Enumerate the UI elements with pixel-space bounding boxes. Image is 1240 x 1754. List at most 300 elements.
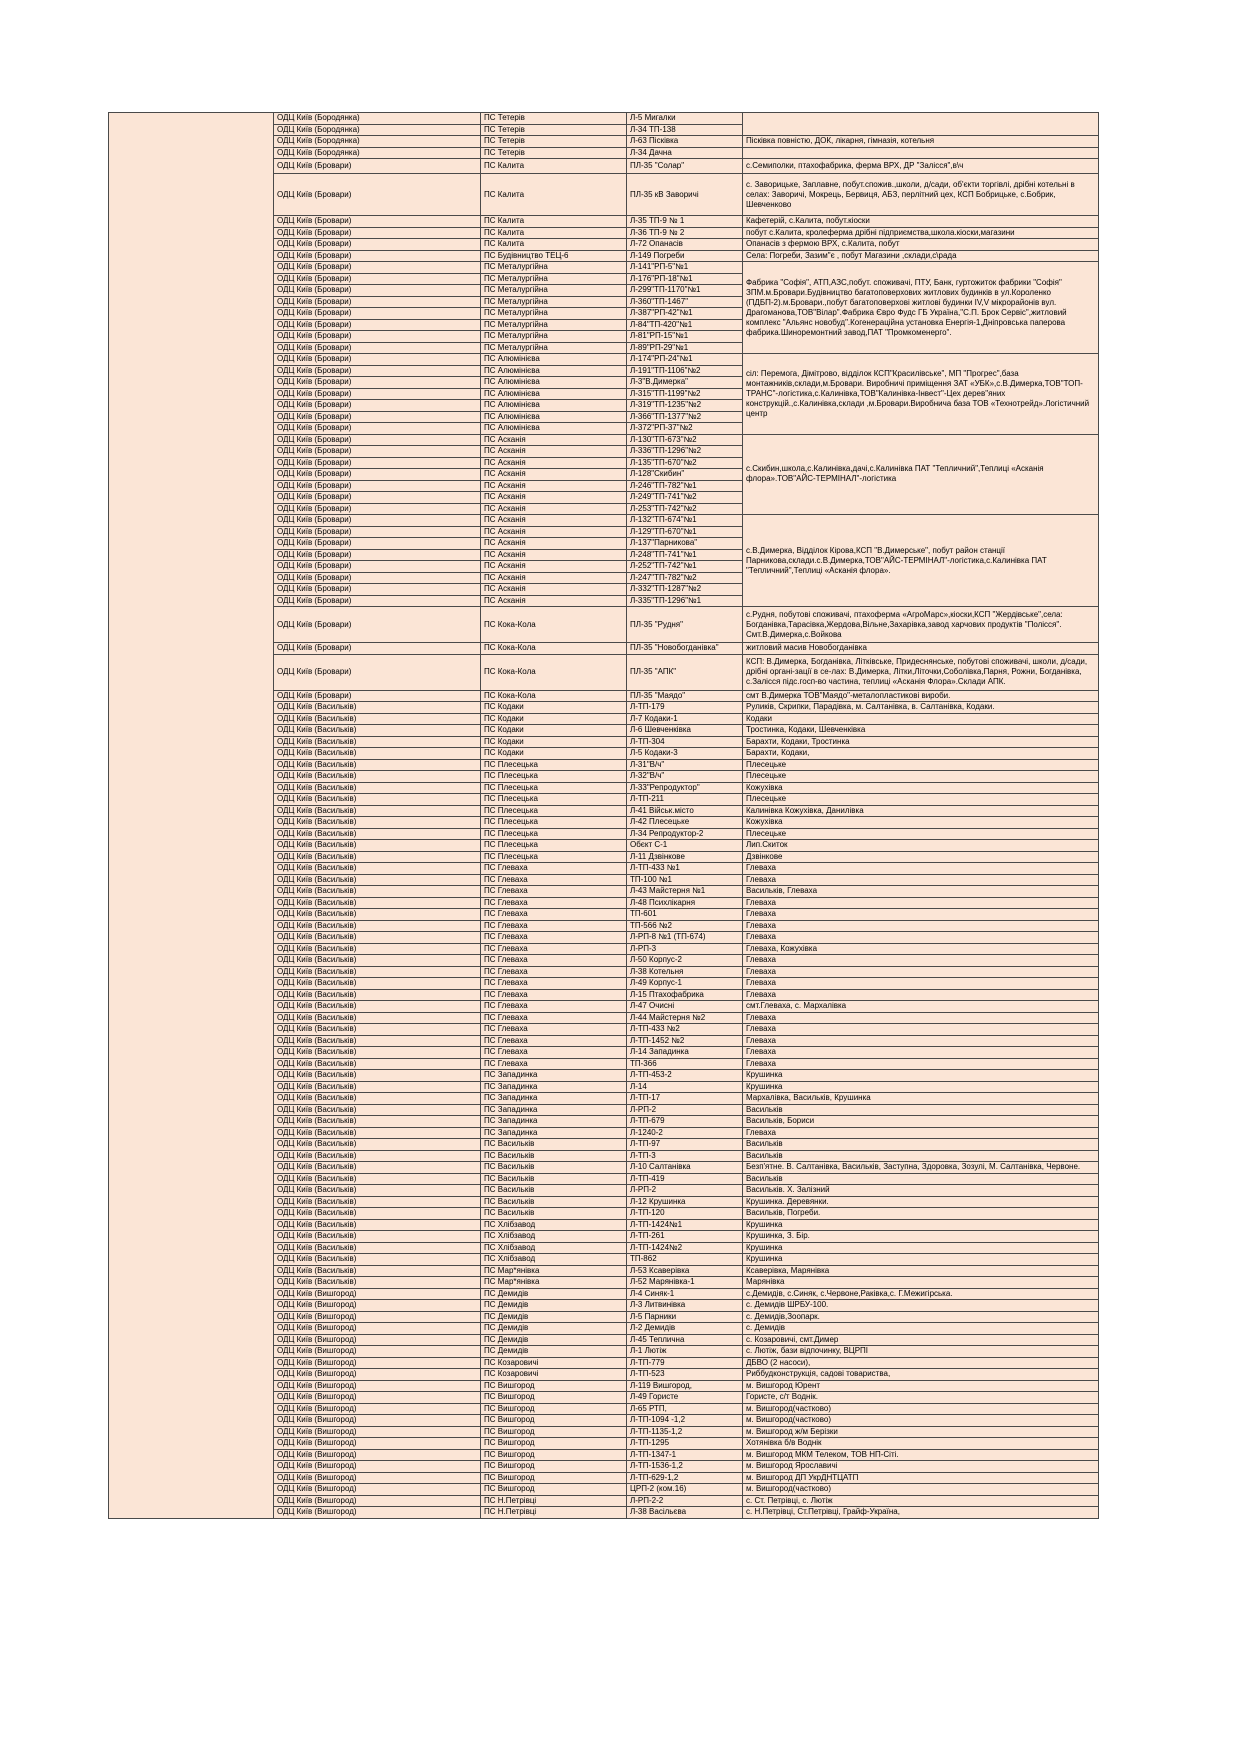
description-cell: житловий масив Новобогданівка <box>743 643 1099 655</box>
description-cell: Села: Погреби, Зазим"є , побут Магазини ,склади,с\рада <box>743 250 1099 262</box>
substation-cell: ПС Калита <box>481 239 627 251</box>
line-cell: Л-149 Погреби <box>627 250 743 262</box>
description-cell: Крушинка <box>743 1070 1099 1082</box>
substation-cell: ПС Плесецька <box>481 851 627 863</box>
odc-cell: ОДЦ Київ (Вишгород) <box>274 1311 481 1323</box>
substation-cell: ПС Васильків <box>481 1139 627 1151</box>
substation-cell: ПС Вишгород <box>481 1392 627 1404</box>
description-cell: м. Вишгород МКМ Телеком, ТОВ НП-Сіті. <box>743 1449 1099 1461</box>
odc-cell: ОДЦ Київ (Васильків) <box>274 989 481 1001</box>
line-cell: Л-34 Дачна <box>627 147 743 159</box>
odc-cell: ОДЦ Київ (Бровари) <box>274 216 481 228</box>
odc-cell: ОДЦ Київ (Бровари) <box>274 354 481 366</box>
substation-cell: ПС Калита <box>481 216 627 228</box>
description-cell: Плесецьке <box>743 771 1099 783</box>
line-cell: Л-10 Салтанівка <box>627 1162 743 1174</box>
line-cell: Л-РП-8 №1 (ТП-674) <box>627 932 743 944</box>
line-cell: Л-65 РТП, <box>627 1403 743 1415</box>
substation-cell: ПС Глеваха <box>481 1035 627 1047</box>
odc-cell: ОДЦ Київ (Бровари) <box>274 607 481 643</box>
odc-cell: ОДЦ Київ (Васильків) <box>274 1104 481 1116</box>
substation-cell: ПС Хлібзавод <box>481 1242 627 1254</box>
line-cell: Л-11 Дзвінкове <box>627 851 743 863</box>
substation-cell: ПС Асканія <box>481 595 627 607</box>
odc-cell: ОДЦ Київ (Вишгород) <box>274 1392 481 1404</box>
odc-cell: ОДЦ Київ (Бровари) <box>274 446 481 458</box>
odc-cell: ОДЦ Київ (Бровари) <box>274 411 481 423</box>
description-cell: Глеваха <box>743 1012 1099 1024</box>
odc-cell: ОДЦ Київ (Вишгород) <box>274 1438 481 1450</box>
odc-cell: ОДЦ Київ (Бровари) <box>274 250 481 262</box>
line-cell: ПЛ-35 "Солар" <box>627 159 743 174</box>
line-cell: ТП-566 №2 <box>627 920 743 932</box>
substation-cell: ПС Н.Петрівці <box>481 1495 627 1507</box>
line-cell: Л-ТП-433 №1 <box>627 863 743 875</box>
line-cell: ПЛ-35 "Рудня" <box>627 607 743 643</box>
description-cell: Васильків, Погреби. <box>743 1208 1099 1220</box>
substation-cell: ПС Васильків <box>481 1173 627 1185</box>
substation-cell: ПС Глеваха <box>481 1024 627 1036</box>
line-cell: Л-246"ТП-782"№1 <box>627 480 743 492</box>
odc-cell: ОДЦ Київ (Васильків) <box>274 1277 481 1289</box>
description-cell: Риббудконструкція, садові товариства, <box>743 1369 1099 1381</box>
line-cell: Л-72 Опанасів <box>627 239 743 251</box>
odc-cell: ОДЦ Київ (Бровари) <box>274 549 481 561</box>
odc-cell: ОДЦ Київ (Вишгород) <box>274 1449 481 1461</box>
line-cell: ТП-366 <box>627 1058 743 1070</box>
description-cell: с. Демидів <box>743 1323 1099 1335</box>
line-cell: Л-45 Теплична <box>627 1334 743 1346</box>
description-cell: смт.Глеваха, с. Мархалівка <box>743 1001 1099 1013</box>
substation-cell: ПС Плесецька <box>481 794 627 806</box>
odc-cell: ОДЦ Київ (Бровари) <box>274 503 481 515</box>
odc-cell: ОДЦ Київ (Бровари) <box>274 174 481 216</box>
substation-cell: ПС Демидів <box>481 1346 627 1358</box>
line-cell: Л-ТП-120 <box>627 1208 743 1220</box>
line-cell: Л-12 Крушинка <box>627 1196 743 1208</box>
odc-cell: ОДЦ Київ (Бровари) <box>274 457 481 469</box>
line-cell: Л-ТП-3 <box>627 1150 743 1162</box>
line-cell: Л-ТП-779 <box>627 1357 743 1369</box>
description-cell: Глеваха <box>743 1127 1099 1139</box>
substation-cell: ПС Глеваха <box>481 932 627 944</box>
odc-cell: ОДЦ Київ (Васильків) <box>274 1185 481 1197</box>
substation-cell: ПС Асканія <box>481 526 627 538</box>
description-cell: Крушинка. Деревянки. <box>743 1196 1099 1208</box>
odc-cell: ОДЦ Київ (Бровари) <box>274 480 481 492</box>
description-cell: Марянівка <box>743 1277 1099 1289</box>
odc-cell: ОДЦ Київ (Бровари) <box>274 423 481 435</box>
line-cell: Л-38 Васільєва <box>627 1507 743 1519</box>
substation-cell: ПС Демидів <box>481 1288 627 1300</box>
description-cell: м. Вишгород(частково) <box>743 1403 1099 1415</box>
line-cell: Л-135"ТП-670"№2 <box>627 457 743 469</box>
line-cell: Л-174"РП-24"№1 <box>627 354 743 366</box>
left-spacer-cell <box>109 113 274 1519</box>
description-cell: Барахти, Кодаки, <box>743 748 1099 760</box>
substation-cell: ПС Будівництво ТЕЦ-6 <box>481 250 627 262</box>
substation-cell: ПС Алюмінієва <box>481 411 627 423</box>
substation-cell: ПС Глеваха <box>481 978 627 990</box>
substation-cell: ПС Козаровичі <box>481 1369 627 1381</box>
description-cell: с. Н.Петрівці, Ст.Петрівці, Грайф-Україна, <box>743 1507 1099 1519</box>
substation-cell: ПС Металургійна <box>481 262 627 274</box>
substation-cell: ПС Вишгород <box>481 1403 627 1415</box>
substation-cell: ПС Тетерів <box>481 136 627 148</box>
odc-cell: ОДЦ Київ (Бровари) <box>274 643 481 655</box>
line-cell: Л-81"РП-15"№1 <box>627 331 743 343</box>
line-cell: Л-360"ТП-1467" <box>627 296 743 308</box>
substation-cell: ПС Металургійна <box>481 331 627 343</box>
line-cell: Л-132"ТП-674"№1 <box>627 515 743 527</box>
substation-cell: ПС Глеваха <box>481 1012 627 1024</box>
substation-cell: ПС Алюмінієва <box>481 354 627 366</box>
description-cell: Глеваха <box>743 955 1099 967</box>
substation-cell: ПС Кодаки <box>481 736 627 748</box>
substation-cell: ПС Вишгород <box>481 1449 627 1461</box>
line-cell: Л-84"ТП-420"№1 <box>627 319 743 331</box>
line-cell: Л-ТП-1452 №2 <box>627 1035 743 1047</box>
distribution-network-table <box>108 112 1099 1519</box>
line-cell: Л-319"ТП-1235"№2 <box>627 400 743 412</box>
substation-cell: ПС Кодаки <box>481 748 627 760</box>
substation-cell: ПС Асканія <box>481 469 627 481</box>
line-cell: Л-36 ТП-9 № 2 <box>627 227 743 239</box>
substation-cell: ПС Металургійна <box>481 342 627 354</box>
line-cell: Л-5 Парники <box>627 1311 743 1323</box>
odc-cell: ОДЦ Київ (Васильків) <box>274 1254 481 1266</box>
line-cell: Л-315"ТП-1199"№2 <box>627 388 743 400</box>
description-cell: с. Ст. Петрівці, с. Лютіж <box>743 1495 1099 1507</box>
substation-cell: ПС Западинка <box>481 1127 627 1139</box>
substation-cell: ПС Демидів <box>481 1323 627 1335</box>
line-cell: Л-249"ТП-741"№2 <box>627 492 743 504</box>
description-cell: Крушинка, З. Бір. <box>743 1231 1099 1243</box>
line-cell: Л-252"ТП-742"№1 <box>627 561 743 573</box>
substation-cell: ПС Асканія <box>481 549 627 561</box>
line-cell: Л-41 Військ.місто <box>627 805 743 817</box>
substation-cell: ПС Западинка <box>481 1116 627 1128</box>
odc-cell: ОДЦ Київ (Бровари) <box>274 388 481 400</box>
description-cell: Дзвінкове <box>743 851 1099 863</box>
substation-cell: ПС Плесецька <box>481 771 627 783</box>
line-cell: Л-14 <box>627 1081 743 1093</box>
description-cell: Пісківка повністю, ДОК, лікарня, гімназія, котельня <box>743 136 1099 148</box>
line-cell: Л-35 ТП-9 № 1 <box>627 216 743 228</box>
description-cell: Ксаверівка, Марянівка <box>743 1265 1099 1277</box>
odc-cell: ОДЦ Київ (Бровари) <box>274 296 481 308</box>
substation-cell: ПС Западинка <box>481 1070 627 1082</box>
description-cell: с. Козаровичі, смт.Димер <box>743 1334 1099 1346</box>
odc-cell: ОДЦ Київ (Васильків) <box>274 1070 481 1082</box>
description-cell: Кожухівка <box>743 782 1099 794</box>
line-cell: Л-ТП-419 <box>627 1173 743 1185</box>
line-cell: Л-ТП-433 №2 <box>627 1024 743 1036</box>
odc-cell: ОДЦ Київ (Васильків) <box>274 1173 481 1185</box>
odc-cell: ОДЦ Київ (Бровари) <box>274 469 481 481</box>
odc-cell: ОДЦ Київ (Васильків) <box>274 1231 481 1243</box>
substation-cell: ПС Мар*янівка <box>481 1265 627 1277</box>
description-cell: Крушинка <box>743 1242 1099 1254</box>
substation-cell: ПС Васильків <box>481 1162 627 1174</box>
description-cell: Глеваха <box>743 966 1099 978</box>
line-cell: ПЛ-35 кВ Заворичі <box>627 174 743 216</box>
odc-cell: ОДЦ Київ (Бровари) <box>274 572 481 584</box>
line-cell: Л-ТП-1094 -1,2 <box>627 1415 743 1427</box>
line-cell: Л-33"Репродуктор" <box>627 782 743 794</box>
substation-cell: ПС Западинка <box>481 1093 627 1105</box>
line-cell: Л-ТП-1424№1 <box>627 1219 743 1231</box>
substation-cell: ПС Алюмінієва <box>481 388 627 400</box>
odc-cell: ОДЦ Київ (Васильків) <box>274 1208 481 1220</box>
line-cell: Л-137"Парникова" <box>627 538 743 550</box>
description-cell: Лип.Скиток <box>743 840 1099 852</box>
substation-cell: ПС Асканія <box>481 480 627 492</box>
odc-cell: ОДЦ Київ (Вишгород) <box>274 1334 481 1346</box>
odc-cell: ОДЦ Київ (Васильків) <box>274 1012 481 1024</box>
odc-cell: ОДЦ Київ (Васильків) <box>274 932 481 944</box>
substation-cell: ПС Вишгород <box>481 1461 627 1473</box>
odc-cell: ОДЦ Київ (Бровари) <box>274 227 481 239</box>
description-cell: Глеваха, Кожухівка <box>743 943 1099 955</box>
line-cell: Л-7 Кодаки-1 <box>627 713 743 725</box>
odc-cell: ОДЦ Київ (Васильків) <box>274 1001 481 1013</box>
description-cell: Кодаки <box>743 713 1099 725</box>
odc-cell: ОДЦ Київ (Васильків) <box>274 909 481 921</box>
line-cell: Л-32"В/ч" <box>627 771 743 783</box>
odc-cell: ОДЦ Київ (Бровари) <box>274 538 481 550</box>
odc-cell: ОДЦ Київ (Бородянка) <box>274 124 481 136</box>
line-cell: Л-6 Шевченківка <box>627 725 743 737</box>
substation-cell: ПС Демидів <box>481 1300 627 1312</box>
substation-cell: ПС Асканія <box>481 434 627 446</box>
line-cell: Л-РП-3 <box>627 943 743 955</box>
description-cell: Руликів, Скрипки, Парадівка, м. Салтанівка, в. Салтанівка, Кодаки. <box>743 702 1099 714</box>
substation-cell: ПС Вишгород <box>481 1415 627 1427</box>
odc-cell: ОДЦ Київ (Васильків) <box>274 1047 481 1059</box>
substation-cell: ПС Западинка <box>481 1081 627 1093</box>
odc-cell: ОДЦ Київ (Бровари) <box>274 561 481 573</box>
description-cell: с.Семиполки, птахофабрика, ферма ВРХ, ДР "Залісся",в\ч <box>743 159 1099 174</box>
odc-cell: ОДЦ Київ (Васильків) <box>274 805 481 817</box>
odc-cell: ОДЦ Київ (Вишгород) <box>274 1461 481 1473</box>
line-cell: Л-129"ТП-670"№1 <box>627 526 743 538</box>
substation-cell: ПС Алюмінієва <box>481 423 627 435</box>
line-cell: Л-15 Птахофабрика <box>627 989 743 1001</box>
substation-cell: ПС Асканія <box>481 492 627 504</box>
line-cell: Л-130"ТП-673"№2 <box>627 434 743 446</box>
substation-cell: ПС Васильків <box>481 1208 627 1220</box>
line-cell: Л-5 Мигалки <box>627 113 743 125</box>
line-cell: Л-49 Корпус-1 <box>627 978 743 990</box>
line-cell: Л-43 Майстерня №1 <box>627 886 743 898</box>
description-cell: Плесецьке <box>743 759 1099 771</box>
description-cell: сіл: Перемога, Дімітрово, відділок КСП"Красилівське", МП "Прогрес",база монтажників,склади,м.Бровари. Виробничі приміщення ЗАТ «УБК»,с.В.Димерка,ТОВ"ТОП-ТРАНС"-логістика,с.Калинівка,ТОВ"Калинівка-Інвест"-Цех дерев"яних конструкцій.,с.Калинівка,склади ,м.Бровари.Виробнича база ТОВ «Технотрейд».Логістичний центр <box>743 354 1099 435</box>
substation-cell: ПС Вишгород <box>481 1380 627 1392</box>
substation-cell: ПС Глеваха <box>481 863 627 875</box>
odc-cell: ОДЦ Київ (Бровари) <box>274 262 481 274</box>
description-cell: Крушинка <box>743 1254 1099 1266</box>
line-cell: Л-ТП-1347-1 <box>627 1449 743 1461</box>
odc-cell: ОДЦ Київ (Бровари) <box>274 273 481 285</box>
substation-cell: ПС Асканія <box>481 515 627 527</box>
table-row <box>109 113 1099 125</box>
odc-cell: ОДЦ Київ (Вишгород) <box>274 1495 481 1507</box>
odc-cell: ОДЦ Київ (Васильків) <box>274 840 481 852</box>
description-cell: Васильків <box>743 1139 1099 1151</box>
substation-cell: ПС Металургійна <box>481 296 627 308</box>
odc-cell: ОДЦ Київ (Васильків) <box>274 1058 481 1070</box>
odc-cell: ОДЦ Київ (Васильків) <box>274 759 481 771</box>
line-cell: Л-31"В/ч" <box>627 759 743 771</box>
odc-cell: ОДЦ Київ (Васильків) <box>274 1081 481 1093</box>
odc-cell: ОДЦ Київ (Васильків) <box>274 771 481 783</box>
line-cell: Л-52 Марянівка-1 <box>627 1277 743 1289</box>
substation-cell: ПС Металургійна <box>481 308 627 320</box>
substation-cell: ПС Хлібзавод <box>481 1231 627 1243</box>
description-cell: Барахти, Кодаки, Тростинка <box>743 736 1099 748</box>
substation-cell: ПС Асканія <box>481 584 627 596</box>
table-body <box>109 113 1099 1519</box>
description-cell: Безп'ятне. В. Салтанівка, Васильків, Заступна, Здоровка, Зозулі, М. Салтанівка, Червоне. <box>743 1162 1099 1174</box>
description-cell: Глеваха <box>743 920 1099 932</box>
substation-cell: ПС Глеваха <box>481 1058 627 1070</box>
description-cell: Глеваха <box>743 1035 1099 1047</box>
odc-cell: ОДЦ Київ (Бровари) <box>274 377 481 389</box>
odc-cell: ОДЦ Київ (Васильків) <box>274 978 481 990</box>
odc-cell: ОДЦ Київ (Бородянка) <box>274 136 481 148</box>
line-cell: ТП-601 <box>627 909 743 921</box>
odc-cell: ОДЦ Київ (Бровари) <box>274 654 481 690</box>
odc-cell: ОДЦ Київ (Бровари) <box>274 365 481 377</box>
description-cell: м. Вишгород Ярославичі <box>743 1461 1099 1473</box>
description-cell: с. Демидів,Зоопарк. <box>743 1311 1099 1323</box>
odc-cell: ОДЦ Київ (Васильків) <box>274 1196 481 1208</box>
odc-cell: ОДЦ Київ (Васильків) <box>274 1127 481 1139</box>
substation-cell: ПС Кока-Кола <box>481 654 627 690</box>
line-cell: Л-3 Литвинівка <box>627 1300 743 1312</box>
description-cell: Кожухівка <box>743 817 1099 829</box>
line-cell: Л-299"ТП-1170"№1 <box>627 285 743 297</box>
description-cell: Васильків <box>743 1173 1099 1185</box>
odc-cell: ОДЦ Київ (Вишгород) <box>274 1472 481 1484</box>
odc-cell: ОДЦ Київ (Васильків) <box>274 702 481 714</box>
description-cell: ДБВО (2 насоси), <box>743 1357 1099 1369</box>
odc-cell: ОДЦ Київ (Бровари) <box>274 400 481 412</box>
line-cell: Л-366"ТП-1377"№2 <box>627 411 743 423</box>
substation-cell: ПС Асканія <box>481 503 627 515</box>
substation-cell: ПС Васильків <box>481 1196 627 1208</box>
description-cell: с.Демидів, с.Синяк, с.Червоне,Раківка,с. Г.Межигірська. <box>743 1288 1099 1300</box>
substation-cell: ПС Глеваха <box>481 897 627 909</box>
description-cell: смт В.Димерка ТОВ"Маядо"-металопластикові вироби. <box>743 690 1099 702</box>
odc-cell: ОДЦ Київ (Васильків) <box>274 863 481 875</box>
substation-cell: ПС Хлібзавод <box>481 1219 627 1231</box>
odc-cell: ОДЦ Київ (Васильків) <box>274 955 481 967</box>
odc-cell: ОДЦ Київ (Бровари) <box>274 492 481 504</box>
description-cell: Глеваха <box>743 989 1099 1001</box>
line-cell: Л-1240-2 <box>627 1127 743 1139</box>
substation-cell: ПС Васильків <box>481 1150 627 1162</box>
description-cell: Васильків, Бориси <box>743 1116 1099 1128</box>
line-cell: Л-ТП-1295 <box>627 1438 743 1450</box>
substation-cell: ПС Плесецька <box>481 840 627 852</box>
line-cell: Л-34 ТП-138 <box>627 124 743 136</box>
odc-cell: ОДЦ Київ (Бровари) <box>274 515 481 527</box>
substation-cell: ПС Калита <box>481 227 627 239</box>
odc-cell: ОДЦ Київ (Васильків) <box>274 943 481 955</box>
substation-cell: ПС Тетерів <box>481 124 627 136</box>
description-cell: Фабрика "Софія", АТП,АЗС,побут. споживачі, ПТУ, Банк, гуртожиток фабрики "Софія" ЗПМ.м.Бровари.Будівництво багатоповерхових житлових будинків в ул.Короленко (ПДБП-2).м.Бровари.,побут багатоповерхові житлові будинки ІV,V мікрорайонів вул. Драгоманова,ТОВ"Вілар".Фабрика Євро Фудс ГБ Україна,"С.П. Брок Сервіс",житловий комплекс "Альянс новобуд".Когенераційна установка Енергія-1,Дніпровська паперова фабрика.Шиноремонтний завод,ПАТ "Промкоменерго". <box>743 262 1099 354</box>
substation-cell: ПС Калита <box>481 159 627 174</box>
substation-cell: ПС Металургійна <box>481 273 627 285</box>
description-cell: с. Лютіж, бази відпочинку, ВЦРПІ <box>743 1346 1099 1358</box>
description-cell: с.Скибин,школа,с.Калинівка,дачі,с.Калинівка ПАТ "Тепличний",Теплиці «Асканія флора».ТОВ"АЙС-ТЕРМІНАЛ"-логістика <box>743 434 1099 515</box>
line-cell: ЦРП-2 (ком.16) <box>627 1484 743 1496</box>
description-cell: Глеваха <box>743 909 1099 921</box>
odc-cell: ОДЦ Київ (Васильків) <box>274 782 481 794</box>
odc-cell: ОДЦ Київ (Васильків) <box>274 966 481 978</box>
description-cell: Крушинка <box>743 1219 1099 1231</box>
description-cell: Глеваха <box>743 863 1099 875</box>
odc-cell: ОДЦ Київ (Вишгород) <box>274 1403 481 1415</box>
odc-cell: ОДЦ Київ (Бородянка) <box>274 147 481 159</box>
odc-cell: ОДЦ Київ (Васильків) <box>274 1035 481 1047</box>
line-cell: Л-3"В.Димерка" <box>627 377 743 389</box>
odc-cell: ОДЦ Київ (Вишгород) <box>274 1300 481 1312</box>
line-cell: Л-ТП-17 <box>627 1093 743 1105</box>
description-cell: Глеваха <box>743 1024 1099 1036</box>
substation-cell: ПС Козаровичі <box>481 1357 627 1369</box>
line-cell: Л-49 Гористе <box>627 1392 743 1404</box>
substation-cell: ПС Демидів <box>481 1334 627 1346</box>
description-cell: Тростинка, Кодаки, Шевченківка <box>743 725 1099 737</box>
line-cell: ТП-100 №1 <box>627 874 743 886</box>
description-cell: побут с.Калита, кролеферма дрібні підприємства,школа.кіоски,магазини <box>743 227 1099 239</box>
line-cell: Л-ТП-211 <box>627 794 743 806</box>
line-cell: Л-ТП-523 <box>627 1369 743 1381</box>
line-cell: ТП-862 <box>627 1254 743 1266</box>
substation-cell: ПС Глеваха <box>481 909 627 921</box>
description-cell <box>743 147 1099 159</box>
line-cell: Л-ТП-261 <box>627 1231 743 1243</box>
substation-cell: ПС Асканія <box>481 446 627 458</box>
description-cell: с. Демидів ШРБУ-100. <box>743 1300 1099 1312</box>
substation-cell: ПС Асканія <box>481 561 627 573</box>
odc-cell: ОДЦ Київ (Вишгород) <box>274 1357 481 1369</box>
line-cell: Л-2 Демидів <box>627 1323 743 1335</box>
substation-cell: ПС Вишгород <box>481 1484 627 1496</box>
substation-cell: ПС Алюмінієва <box>481 365 627 377</box>
odc-cell: ОДЦ Київ (Васильків) <box>274 1265 481 1277</box>
line-cell: Л-4 Синяк-1 <box>627 1288 743 1300</box>
odc-cell: ОДЦ Київ (Васильків) <box>274 736 481 748</box>
description-cell: Кафетерій, с.Калита, побут.кіоски <box>743 216 1099 228</box>
substation-cell: ПС Кока-Кола <box>481 607 627 643</box>
odc-cell: ОДЦ Київ (Бровари) <box>274 526 481 538</box>
odc-cell: ОДЦ Київ (Васильків) <box>274 1150 481 1162</box>
description-cell: Гористе, с/т Воднік. <box>743 1392 1099 1404</box>
line-cell: Л-247"ТП-782"№2 <box>627 572 743 584</box>
odc-cell: ОДЦ Київ (Вишгород) <box>274 1507 481 1519</box>
line-cell: ПЛ-35 "АПК" <box>627 654 743 690</box>
odc-cell: ОДЦ Київ (Васильків) <box>274 1093 481 1105</box>
line-cell: Л-47 Очисні <box>627 1001 743 1013</box>
line-cell: Л-50 Корпус-2 <box>627 955 743 967</box>
odc-cell: ОДЦ Київ (Васильків) <box>274 1219 481 1231</box>
line-cell: Л-141"РП-5"№1 <box>627 262 743 274</box>
description-cell: Крушинка <box>743 1081 1099 1093</box>
